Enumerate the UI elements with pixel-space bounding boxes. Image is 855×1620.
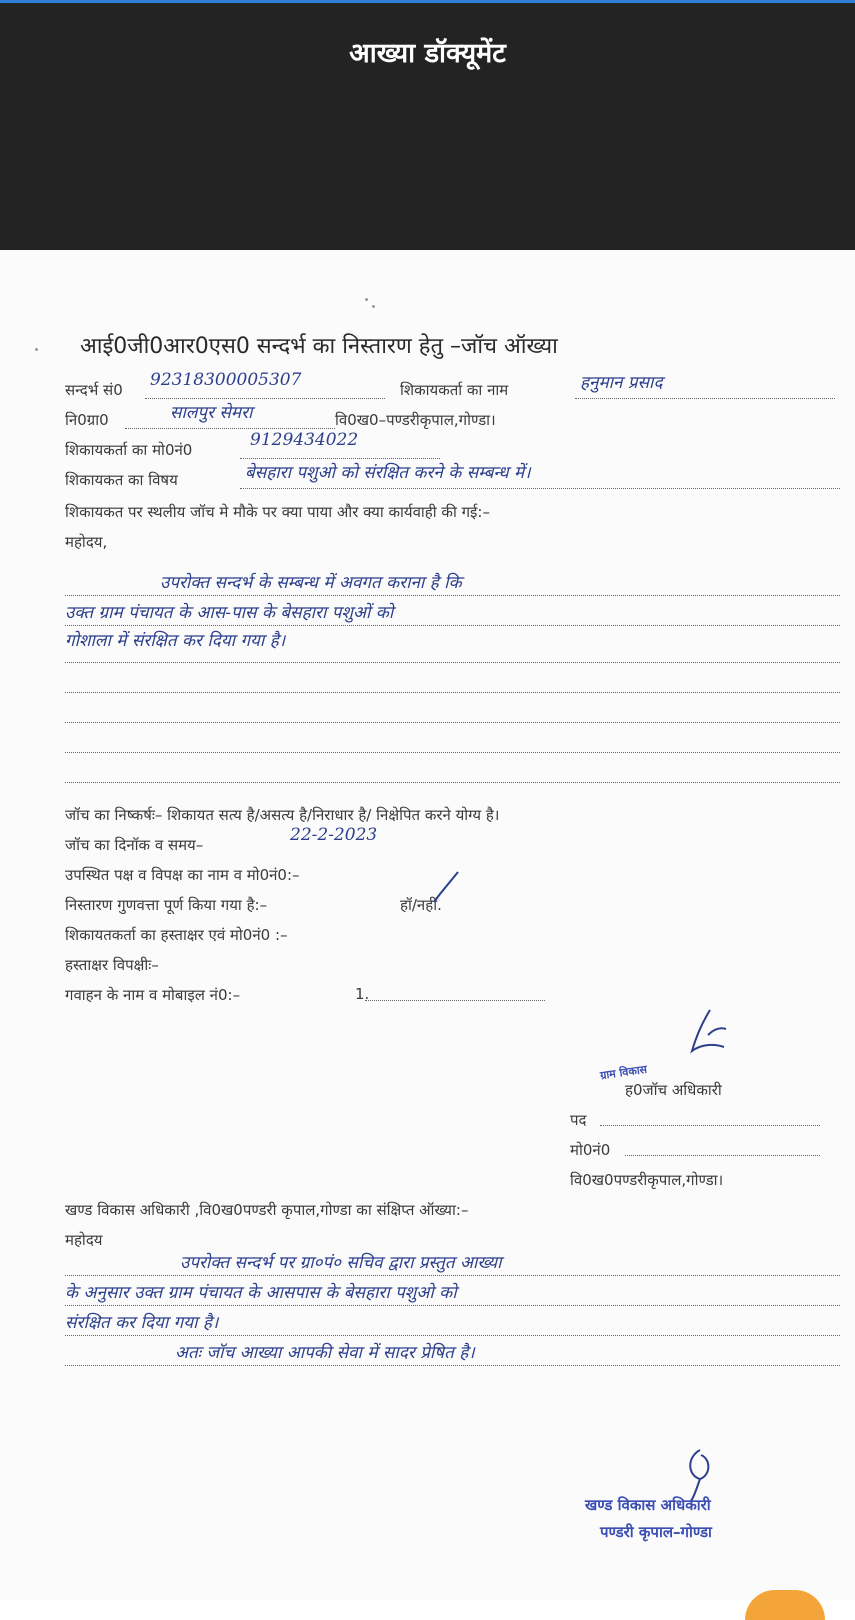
dotted-line (625, 1155, 820, 1156)
body-line-2: उक्त ग्राम पंचायत के आस-पास के बेसहारा पशुओं को (65, 603, 394, 623)
bdo-salutation: महोदय (65, 1231, 103, 1249)
dotted-line (65, 1365, 840, 1366)
inspection-date-value: 22-2-2023 (290, 825, 378, 845)
bdo-line-3: संरक्षित कर दिया गया है। (65, 1313, 219, 1333)
scan-speck (35, 348, 38, 351)
complainant-mobile-label: शिकायकर्ता का मो0नं0 (65, 441, 193, 459)
dotted-line (65, 722, 840, 723)
witness-number: 1. (355, 985, 370, 1003)
dotted-line (65, 662, 840, 663)
dotted-line (365, 1000, 545, 1001)
dotted-line (65, 625, 840, 626)
officer-block: वि0ख0पण्डरीकृपाल,गोण्डा। (570, 1171, 724, 1189)
dotted-line (65, 1275, 840, 1276)
complainant-mobile-value: 9129434022 (250, 430, 359, 450)
officer-title: ह0जॉच अधिकारी (625, 1081, 722, 1099)
quality-label: निस्तारण गुणवत्ता पूर्ण किया गया है:– (65, 896, 268, 914)
app-header (0, 3, 855, 250)
bdo-stamp-line-1: खण्ड विकास अधिकारी (585, 1496, 711, 1514)
complaint-subject-label: शिकायकत का विषय (65, 471, 178, 489)
floating-action-icon[interactable] (745, 1590, 825, 1620)
complaint-subject-value: बेसहारा पशुओ को संरक्षित करने के सम्बन्ध में। (245, 463, 531, 483)
body-line-3: गोशाला में संरक्षित कर दिया गया है। (65, 631, 286, 651)
document-image (0, 250, 855, 1600)
witness-label: गवाहन के नाम व मोबाइल नं0:– (65, 986, 241, 1004)
bdo-stamp-line-2: पण्डरी कृपाल–गोण्डा (600, 1523, 712, 1541)
dotted-line (65, 595, 840, 596)
block-text: वि0ख0–पण्डरीकृपाल,गोण्डा। (335, 411, 496, 429)
scan-speck (372, 305, 375, 308)
dotted-line (65, 782, 840, 783)
document-heading: आई0जी0आर0एस0 सन्दर्भ का निस्तारण हेतु –जॉच ऑख्या (80, 334, 558, 359)
complainant-signature-label: शिकायतकर्ता का हस्ताक्षर एवं मो0नं0 :– (65, 926, 288, 944)
officer-mobile-label: मो0नं0 (570, 1141, 611, 1159)
tick-mark-icon (432, 868, 462, 908)
reference-number-value: 92318300005307 (150, 370, 302, 390)
findings-label: जॉच का निष्कर्षः– शिकायत सत्य है/असत्य है/निराधार है/ निक्षेपित करने योग्य है। (65, 806, 500, 824)
body-line-1: उपरोक्त सन्दर्भ के सम्बन्ध में अवगत कराना है कि (160, 573, 462, 593)
inspection-date-label: जॉच का दिनॉक व समय– (65, 836, 204, 854)
stamp-small-text: ग्राम विकास (599, 1062, 648, 1083)
quality-options: हॉ/नहीं. (400, 896, 442, 914)
dotted-line (600, 1125, 820, 1126)
dotted-line (575, 398, 835, 399)
parties-label: उपस्थित पक्ष व विपक्ष का नाम व मो0नं0:– (65, 866, 300, 884)
salutation: महोदय, (65, 533, 108, 551)
village-label: नि0ग्रा0 (65, 411, 109, 429)
designation-label: पद (570, 1111, 587, 1129)
complainant-name-value: हनुमान प्रसाद (580, 373, 663, 393)
reference-number-label: सन्दर्भ सं0 (65, 381, 123, 399)
dotted-line (65, 752, 840, 753)
officer-signature (680, 1005, 740, 1065)
dotted-line (145, 398, 385, 399)
app-title: आख्या डॉक्यूमेंट (349, 38, 506, 69)
dotted-line (125, 428, 335, 429)
bdo-line-1: उपरोक्त सन्दर्भ पर ग्रा०पं० सचिव द्वारा प्रस्तुत आख्या (180, 1253, 502, 1273)
bdo-line-2: के अनुसार उक्त ग्राम पंचायत के आसपास के बेसहारा पशुओ को (65, 1283, 457, 1303)
dotted-line (65, 1305, 840, 1306)
opposite-party-signature-label: हस्ताक्षर विपक्षीः– (65, 956, 159, 974)
site-inspection-label: शिकायकत पर स्थलीय जॉच मे मौके पर क्या पाया और क्या कार्यवाही की गई:– (65, 503, 490, 521)
bdo-line-4: अतः जॉच आख्या आपकी सेवा में सादर प्रेषित है। (175, 1343, 475, 1363)
village-value: सालपुर सेमरा (170, 403, 253, 423)
complainant-name-label: शिकायकर्ता का नाम (400, 381, 509, 399)
scan-speck (365, 298, 368, 301)
dotted-line (240, 458, 440, 459)
dotted-line (240, 488, 840, 489)
bdo-summary-label: खण्ड विकास अधिकारी ,वि0ख0पण्डरी कृपाल,गोण्डा का संक्षिप्त ऑख्या:– (65, 1201, 469, 1219)
dotted-line (65, 692, 840, 693)
dotted-line (65, 1335, 840, 1336)
